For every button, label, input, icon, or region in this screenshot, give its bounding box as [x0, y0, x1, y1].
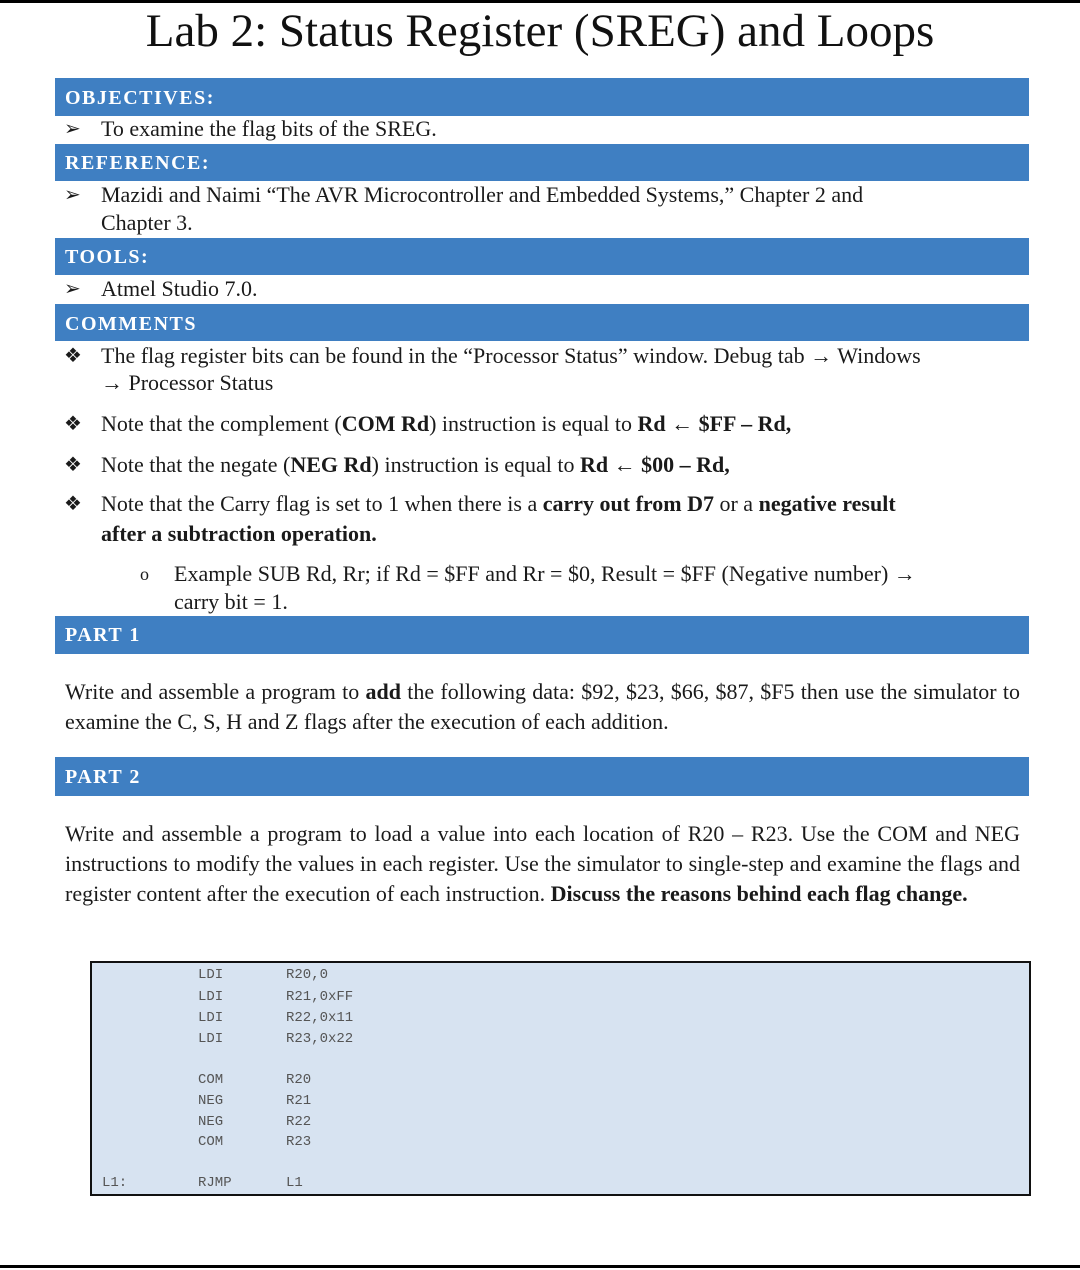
code-op: COM	[198, 1072, 224, 1088]
part1-paragraph: Write and assemble a program to add the following data: $92, $23, $66, $87, $F5 then use the simulator to examine the C, S, H and Z flags after the execution of each addition.	[65, 679, 1020, 734]
code-arg: R22	[286, 1114, 312, 1130]
code-op: LDI	[198, 967, 224, 983]
diamond-bullet-icon: ❖	[64, 413, 82, 435]
part1-header: PART 1	[55, 616, 1029, 654]
code-arg: R20	[286, 1072, 312, 1088]
page-title: Lab 2: Status Register (SREG) and Loops	[145, 5, 935, 57]
objectives-item: To examine the flag bits of the SREG.	[101, 116, 437, 141]
comment-2: Note that the complement (COM Rd) instruction is equal to Rd ← $FF – Rd,	[101, 411, 792, 436]
part2-header: PART 2	[55, 757, 1029, 796]
code-op: LDI	[198, 1010, 224, 1026]
objectives-header: OBJECTIVES:	[55, 78, 1029, 116]
arrow-bullet-icon: ➢	[64, 184, 81, 206]
comment-4-line-1: Note that the Carry flag is set to 1 when there is a carry out from D7 or a negative result	[101, 491, 896, 516]
code-arg: R22,0x11	[286, 1010, 354, 1026]
code-op: NEG	[198, 1114, 224, 1130]
reference-line-1: Mazidi and Naimi “The AVR Microcontroller and Embedded Systems,” Chapter 2 and	[101, 182, 864, 207]
diamond-bullet-icon: ❖	[64, 454, 82, 476]
code-arg: R21,0xFF	[286, 989, 354, 1005]
tools-header: TOOLS:	[55, 238, 1029, 275]
code-listing	[90, 961, 1031, 1196]
reference-line-2: Chapter 3.	[101, 210, 193, 235]
arrow-bullet-icon: ➢	[64, 118, 81, 140]
comment-4-line-2: after a subtraction operation.	[101, 521, 377, 546]
code-op: LDI	[198, 1031, 224, 1047]
code-arg: R23	[286, 1134, 312, 1150]
code-arg: L1	[286, 1175, 303, 1191]
comments-header: COMMENTS	[55, 304, 1029, 341]
bottom-rule	[0, 1265, 1080, 1268]
code-op: COM	[198, 1134, 224, 1150]
sub-example-line-1: Example SUB Rd, Rr; if Rd = $FF and Rr = $0, Result = $FF (Negative number) →	[174, 561, 916, 586]
comment-3: Note that the negate (NEG Rd) instruction is equal to Rd ← $00 – Rd,	[101, 452, 730, 477]
code-op: RJMP	[198, 1175, 232, 1191]
diamond-bullet-icon: ❖	[64, 493, 82, 515]
diamond-bullet-icon: ❖	[64, 345, 82, 367]
arrow-bullet-icon: ➢	[64, 278, 81, 300]
code-label: L1:	[102, 1175, 128, 1191]
code-op: NEG	[198, 1093, 224, 1109]
circle-bullet-icon: o	[140, 564, 149, 584]
comment-1-line-1: The flag register bits can be found in the “Processor Status” window. Debug tab → Windows	[101, 343, 921, 368]
code-arg: R21	[286, 1093, 312, 1109]
reference-header: REFERENCE:	[55, 144, 1029, 181]
code-arg: R20,0	[286, 967, 329, 983]
tools-item: Atmel Studio 7.0.	[101, 276, 258, 301]
comment-1-line-2: → Processor Status	[101, 370, 274, 395]
code-arg: R23,0x22	[286, 1031, 354, 1047]
code-op: LDI	[198, 989, 224, 1005]
sub-example-line-2: carry bit = 1.	[174, 589, 288, 614]
part2-paragraph: Write and assemble a program to load a value into each location of R20 – R23. Use the COM and NEG instructions to modify the values in each register. Use the simulator to single-step and examine the flags and register content after the execution of each instruction. Discuss the reasons behind each flag change.	[65, 821, 1020, 906]
